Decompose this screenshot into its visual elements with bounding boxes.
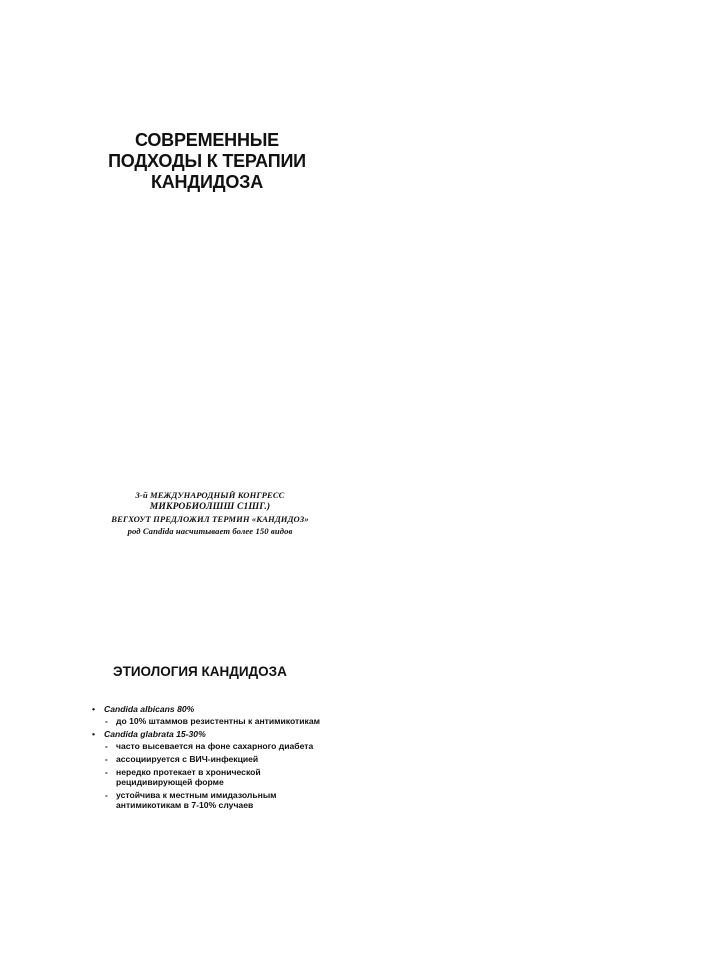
etiology-heading: ЭТИОЛОГИЯ КАНДИДОЗА — [113, 664, 287, 679]
dash-icon: - — [105, 754, 108, 764]
document-title — [95, 130, 319, 193]
species-label: Candida glabrata 15-30% — [104, 729, 206, 739]
title-line: КАНДИДОЗА — [150, 172, 264, 192]
sub-list-item — [92, 767, 332, 787]
etiology-list — [92, 704, 332, 813]
sub-list-item — [92, 754, 332, 764]
sub-list-item — [92, 716, 332, 726]
congress-line: род Candida насчитывает более 150 видов — [127, 526, 293, 536]
congress-note — [90, 489, 330, 537]
sub-item-text: часто высевается на фоне сахарного диабета — [116, 741, 314, 751]
dash-icon: - — [105, 716, 108, 726]
dash-icon: - — [105, 767, 108, 777]
dash-icon: - — [105, 741, 108, 751]
list-item — [92, 729, 332, 739]
sub-item-text: нередко протекает в хронической рецидивирующей форме — [116, 767, 261, 787]
congress-line: ВЕГХОУТ ПРЕДЛОЖИЛ ТЕРМИН «КАНДИДОЗ» — [111, 514, 309, 524]
sub-item-text: устойчива к местным имидазольным антимикотикам в 7-10% случаев — [116, 790, 277, 810]
congress-line: МИКРОБИОЛШШ С1ШГ.) — [149, 501, 271, 512]
species-label: Candida albicans 80% — [104, 704, 195, 714]
list-item — [92, 704, 332, 714]
bullet-icon: • — [92, 704, 96, 714]
sub-item-text: до 10% штаммов резистентны к антимикотикам — [116, 716, 320, 726]
congress-line: 3-й МЕЖДУНАРОДНЫЙ КОНГРЕСС — [135, 490, 285, 500]
sub-item-text: ассоциируется с ВИЧ-инфекцией — [116, 754, 259, 764]
dash-icon: - — [105, 790, 108, 800]
title-line: СОВРЕМЕННЫЕ — [135, 130, 279, 150]
title-line: ПОДХОДЫ К ТЕРАПИИ — [108, 151, 306, 171]
sub-list-item — [92, 790, 332, 810]
bullet-icon: • — [92, 729, 96, 739]
sub-list-item — [92, 741, 332, 751]
